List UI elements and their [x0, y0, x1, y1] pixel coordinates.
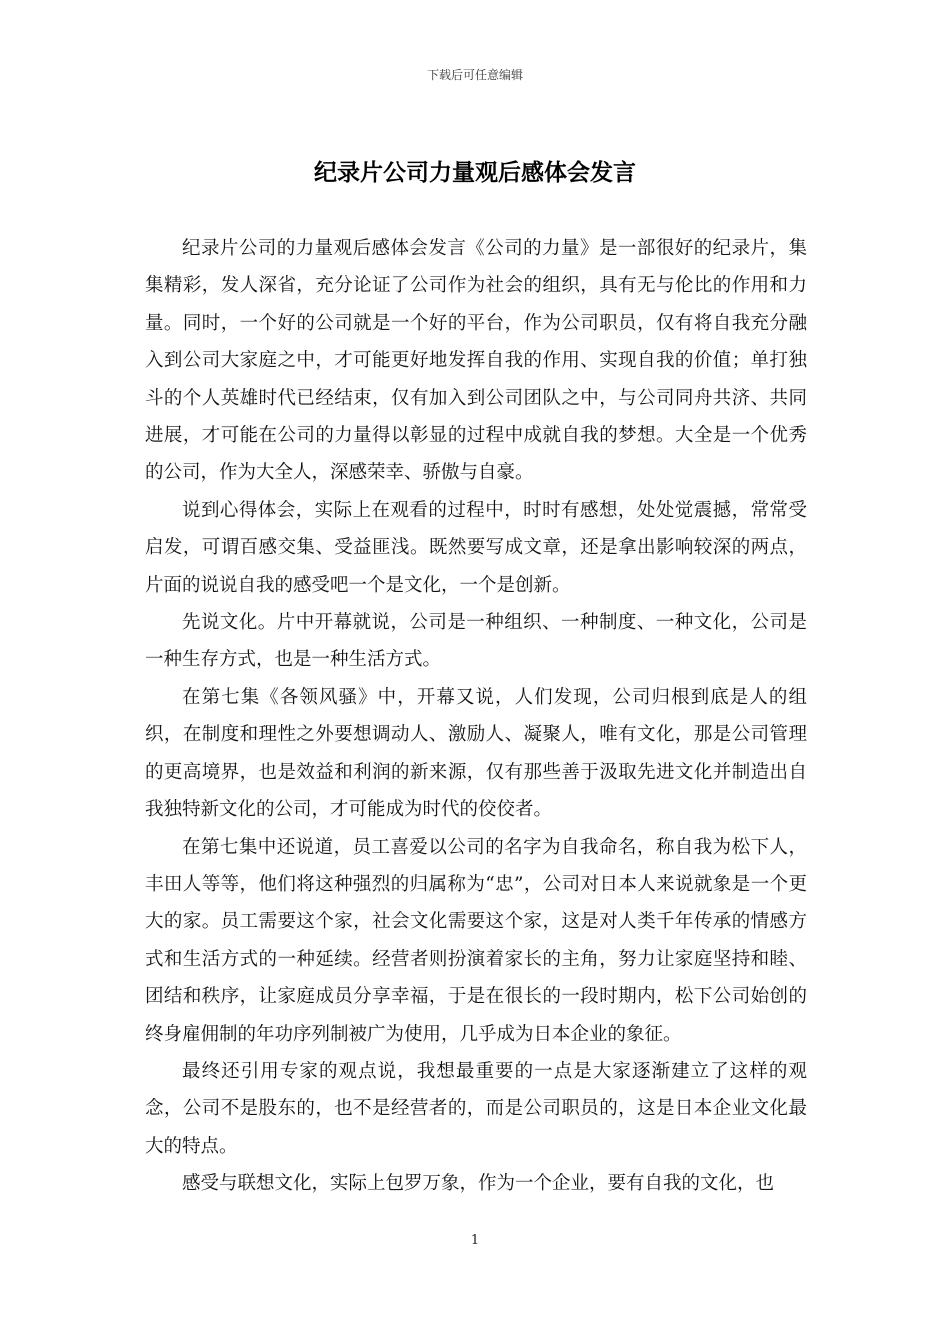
paragraph: 在第七集《各领风骚》中，开幕又说，人们发现，公司归根到底是人的组织，在制度和理性之外要想调动人、激励人、凝聚人，唯有文化，那是公司管理的更高境界，也是效益和利润的新来源，仅有那些善于汲取先进文化并制造出自我独特新文化的公司，才可能成为时代的佼佼者。: [145, 686, 807, 821]
document-title: 纪录片公司力量观后感体会发言: [314, 160, 636, 186]
body-text: [145, 230, 807, 1203]
paragraph: 纪录片公司的力量观后感体会发言《公司的力量》是一部很好的纪录片，集集精彩，发人深省，充分论证了公司作为社会的组织，具有无与伦比的作用和力量。同时，一个好的公司就是一个好的平台，作为公司职员，仅有将自我充分融入到公司大家庭之中，才可能更好地发挥自我的作用、实现自我的价值；单打独斗的个人英雄时代已经结束，仅有加入到公司团队之中，与公司同舟共济、共同进展，才可能在公司的力量得以彰显的过程中成就自我的梦想。大全是一个优秀的公司，作为大全人，深感荣幸、骄傲与自豪。: [145, 238, 807, 484]
paragraph: 最终还引用专家的观点说，我想最重要的一点是大家逐渐建立了这样的观念，公司不是股东的，也不是经营者的，而是公司职员的，这是日本企业文化最大的特点。: [145, 1060, 807, 1157]
header-note: 下载后可任意编辑: [426, 68, 523, 82]
paragraph: 先说文化。片中开幕就说，公司是一种组织、一种制度、一种文化，公司是一种生存方式，也是一种生活方式。: [145, 612, 807, 671]
paragraph: 说到心得体会，实际上在观看的过程中，时时有感想，处处觉震撼，常常受启发，可谓百感交集、受益匪浅。既然要写成文章，还是拿出影响较深的两点，片面的说说自我的感受吧一个是文化，一个是创新。: [145, 499, 807, 596]
page-number: 1: [470, 1233, 480, 1248]
paragraph: 感受与联想文化，实际上包罗万象，作为一个企业，要有自我的文化，也: [182, 1173, 775, 1195]
paragraph: 在第七集中还说道，员工喜爱以公司的名字为自我命名，称自我为松下人，丰田人等等，他们将这种强烈的归属称为“忠”，公司对日本人来说就象是一个更大的家。员工需要这个家，社会文化需要这个家，这是对人类千年传承的情感方式和生活方式的一种延续。经营者则扮演着家长的主角，努力让家庭坚持和睦、团结和秩序，让家庭成员分享幸福，于是在很长的一段时期内，松下公司始创的终身雇佣制的年功序列制被广为使用，几乎成为日本企业的象征。: [145, 836, 807, 1045]
